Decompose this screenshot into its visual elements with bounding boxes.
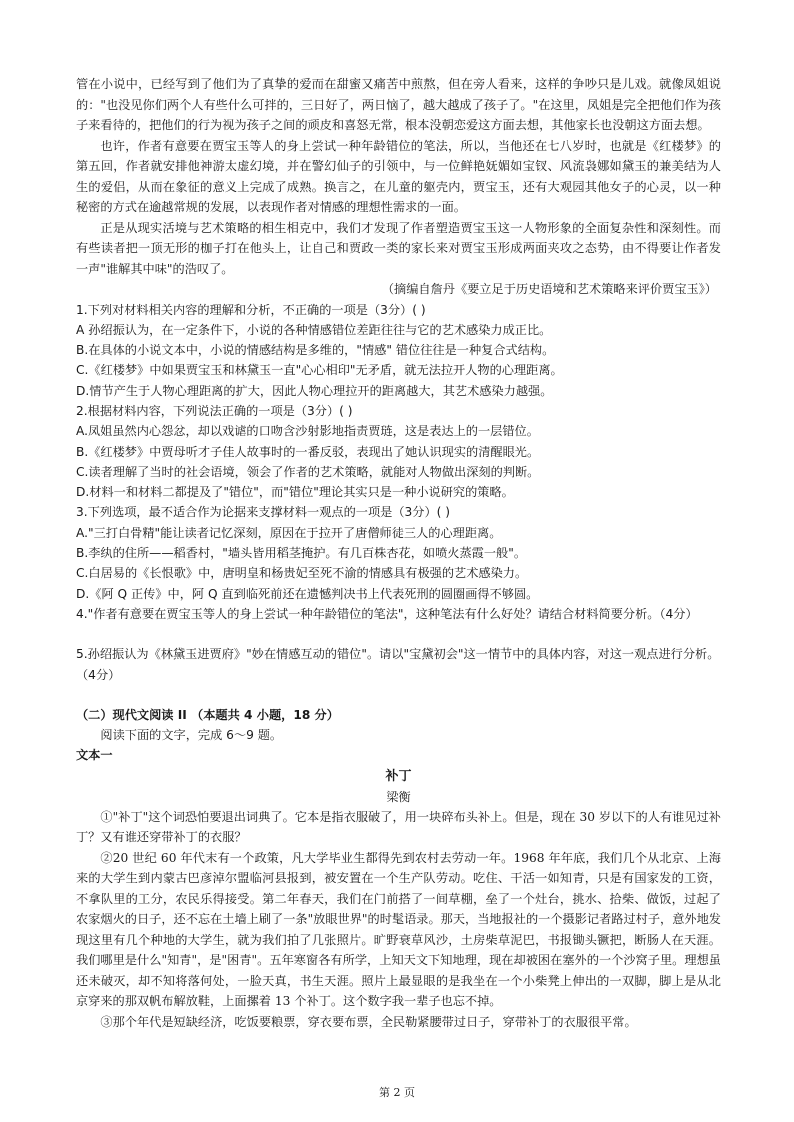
material-paragraph: 也许，作者有意要在贾宝玉等人的身上尝试一种年龄错位的笔法，所以，当他还在七八岁时，也就是《红楼梦》的第五回，作者就安排他神游太虚幻境，并在警幻仙子的引领中，与一位鲜艳妩媚如宝钗、风流袅娜如黛玉的兼美结为人生的爱侣，从而在象征的意义上完成了成熟。换言之，在儿童的躯壳内，贾宝玉，还有大观园其他女子的心灵，以一种秘密的方式在逾越常规的发展，以表现作者对情感的理想性需求的一面。 <box>76 138 721 214</box>
section-heading: （二）现代文阅读 II （本题共 4 小题，18 分） <box>76 707 339 722</box>
material-source: （摘编自詹丹《要立足于历史语境和艺术策略来评价贾宝玉》） <box>381 282 717 296</box>
article-paragraph: ②20 世纪 60 年代末有一个政策，凡大学毕业生都得先到农村去劳动一年。1968 年年底，我们几个从北京、上海来的大学生到内蒙古巴彦淖尔盟临河县报到，被安置在一个生产队劳动。吃住、干活一如知青，只是有国家发的工资，不拿队里的工分，农民乐得接受。第二年春天，我们在门前搭了一间草棚，垒了一个灶台，挑水、拾柴、做饭，过起了农家烟火的日子，还不忘在土墙上刷了一条"放眼世界"的时髦语录。那天，当地报社的一个摄影记者路过村子，意外地发现这里有几个种地的大学生，就为我们拍了几张照片。旷野衰草风沙，土房柴草泥巴，书报锄头镢把，断肠人在天涯。我们哪里是什么"知青"，是"困青"。五年寒窗各有所学，上知天文下知地理，现在却被困在塞外的一个沙窝子里。理想虽还未破灭，却不知将落何处，一脸天真，书生天涯。照片上最显眼的是我坐在一个小柴凳上伸出的一双脚，脚上是从北京穿来的那双帆布解放鞋，上面摞着 13 个补丁。这个数字我一辈子也忘不掉。 <box>76 850 721 1009</box>
page-number: 第 2 页 <box>379 1086 415 1099</box>
option-1d: D.情节产生于人物心理距离的扩大，因此人物心理拉开的距离越大，其艺术感染力越强。 <box>76 383 553 398</box>
page-content <box>76 74 721 1032</box>
question-1: 1.下列对材料相关内容的理解和分析，不正确的一项是（3分）( ) <box>76 302 426 317</box>
option-3b: B.李纨的住所——稻香村，"墙头皆用稻茎掩护。有几百株杏花，如喷火蒸霞一般"。 <box>76 546 527 561</box>
question-2: 2.根据材料内容，下列说法正确的一项是（3分）( ) <box>76 403 353 418</box>
material-paragraph: 正是从现实活境与艺术策略的相生相克中，我们才发现了作者塑造贾宝玉这一人物形象的全面复杂性和深刻性。而有些读者把一顶无形的枷子打在他头上，让自己和贾政一类的家长来对贾宝玉形成两面夹攻之态势，由不得要让作者发一声"谁解其中味"的浩叹了。 <box>76 220 721 276</box>
option-2b: B.《红楼梦》中贾母听才子佳人故事时的一番反驳，表现出了她认识现实的清醒眼光。 <box>76 444 540 459</box>
article-title: 补丁 <box>385 768 412 784</box>
option-1b: B.在具体的小说文本中，小说的情感结构是多维的，"情感" 错位往往是一种复合式结构。 <box>76 343 555 358</box>
material-paragraph: 管在小说中，已经写到了他们为了真挚的爱而在甜蜜又痛苦中煎熬，但在旁人看来，这样的争吵只是儿戏。就像凤姐说的："也没见你们两个人有些什么可拌的，三日好了，两日恼了，越大越成了孩子了。"在这里，凤姐是完全把他们作为孩子来看待的，把他们的行为视为孩子之间的顽皮和喜怒无常，根本没朝恋爱这方面去想，其他家长也没朝这方面去想。 <box>76 77 721 132</box>
option-2d: D.材料一和材料二都提及了"错位"，而"错位"理论其实只是一种小说研究的策略。 <box>76 485 514 500</box>
question-4: 4."作者有意要在贾宝玉等人的身上尝试一种年龄错位的笔法"，这种笔法有什么好处？请结合材料简要分析。（4分） <box>76 606 698 621</box>
section-instruction: 阅读下面的文字，完成 6～9 题。 <box>100 728 283 743</box>
article-paragraph: ①"补丁"这个词恐怕要退出词典了。它本是指衣服破了，用一块碎布头补上。但是，现在 30 岁以下的人有谁见过补丁？又有谁还穿带补丁的衣服？ <box>76 809 721 845</box>
article-paragraph: ③那个年代是短缺经济，吃饭要粮票，穿衣要布票，全民勒紧腰带过日子，穿带补丁的衣服很平常。 <box>100 1014 637 1029</box>
option-2a: A.凤姐虽然内心怨忿，却以戏谑的口吻含沙射影地指责贾琏，这是表达上的一层错位。 <box>76 424 539 439</box>
option-1c: C.《红楼梦》中如果贾宝玉和林黛玉一直"心心相印"无矛盾，就无法拉开人物的心理距离。 <box>76 363 563 378</box>
option-3c: C.白居易的《长恨歌》中，唐明皇和杨贵妃至死不渝的情感具有极强的艺术感染力。 <box>76 566 528 581</box>
option-2c: C.读者理解了当时的社会语境，领会了作者的艺术策略，就能对人物做出深刻的判断。 <box>76 464 540 479</box>
question-5: 5.孙绍振认为《林黛玉进贾府》"妙在情感互动的错位"。请以"宝黛初会"这一情节中的具体内容，对这一观点进行分析。（4分） <box>76 647 720 682</box>
article-author: 梁衡 <box>386 789 411 804</box>
question-3: 3.下列选项，最不适合作为论据来支撑材料一观点的一项是（3分）( ) <box>76 505 451 520</box>
option-1a: A 孙绍振认为，在一定条件下，小说的各种情感错位差距往往与它的艺术感染力成正比。 <box>76 322 552 337</box>
option-3a: A."三打白骨精"能让读者记忆深刻，原因在于拉开了唐僧师徒三人的心理距离。 <box>76 525 502 540</box>
option-3d: D.《阿 Q 正传》中，阿 Q 直到临死前还在遗憾判决书上代表死刑的圆圈画得不够圆。 <box>76 586 539 601</box>
text-one-label: 文本一 <box>76 748 113 763</box>
answer-space <box>76 624 721 644</box>
answer-space <box>76 685 721 705</box>
